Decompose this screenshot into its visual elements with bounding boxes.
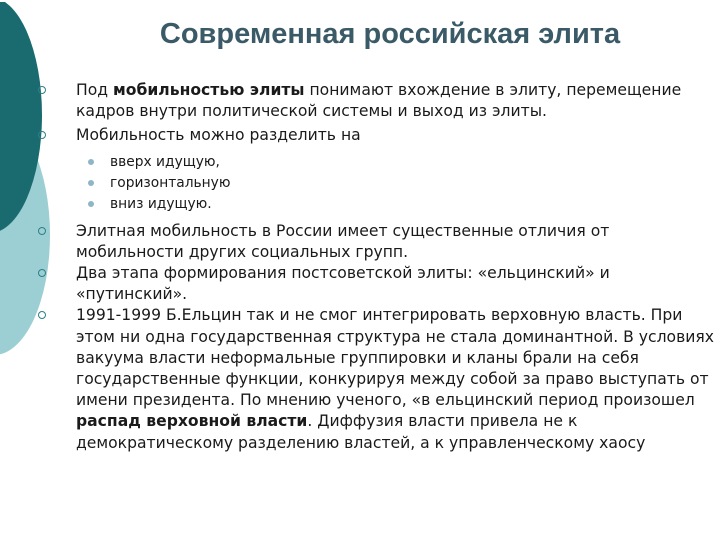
- bullet-5-pre: 1991-1999 Б.Ельцин так и не смог интегрировать верховную власть. При этом ни одна государственная структура не стала доминантной. В условиях вакуума власти неформальные группировки и кланы брали на себя государственные функции, конкурируя между собой за право выступать от имени президента. По мнению ученого, «в ельцинский период произошел: [76, 306, 715, 410]
- sub-item-up: [38, 152, 714, 173]
- slide-title: Современная российская элита: [159, 18, 621, 50]
- sub-item-label: горизонтальную: [110, 174, 231, 191]
- circle-bullet-icon: [38, 311, 46, 319]
- sub-item-label: вниз идущую.: [110, 195, 212, 212]
- bullet-item-4: [38, 263, 714, 305]
- circle-bullet-icon: [38, 131, 46, 139]
- dot-bullet-icon: [88, 201, 94, 207]
- dot-bullet-icon: [88, 159, 94, 165]
- slide-content: [38, 80, 714, 454]
- bullet-5-post: . Диффузия власти привела не к демократическому разделению властей, а к управленческому хаосу: [76, 412, 646, 452]
- sub-item-down: [38, 194, 714, 215]
- bullet-item-5: [38, 305, 714, 453]
- sub-item-label: вверх идущую,: [110, 153, 220, 170]
- circle-bullet-icon: [38, 227, 46, 235]
- bullet-1-post: понимают вхождение в элиту, перемещение кадров внутри политической системы и выход из элиты.: [76, 81, 682, 121]
- bullet-5-bold: распад верховной власти: [76, 412, 308, 431]
- circle-bullet-icon: [38, 269, 46, 277]
- sub-list: [38, 152, 714, 215]
- bullet-item-2: [38, 125, 714, 146]
- dot-bullet-icon: [88, 180, 94, 186]
- bullet-1-pre: Под: [76, 81, 114, 99]
- sub-item-horizontal: [38, 173, 714, 194]
- bullet-1-bold: мобильностью элиты: [113, 81, 305, 99]
- bullet-item-3: [38, 221, 714, 263]
- bullet-4-text: Два этапа формирования постсоветской элиты: «ельцинский» и «путинский».: [76, 264, 610, 304]
- bullet-2-text: Мобильность можно разделить на: [76, 126, 361, 145]
- decor-white-gap: [0, 0, 60, 2]
- bullet-3-text: Элитная мобильность в России имеет существенные отличия от мобильности других социальных групп.: [76, 221, 610, 261]
- circle-bullet-icon: [38, 86, 46, 94]
- bullet-item-1: [38, 80, 714, 122]
